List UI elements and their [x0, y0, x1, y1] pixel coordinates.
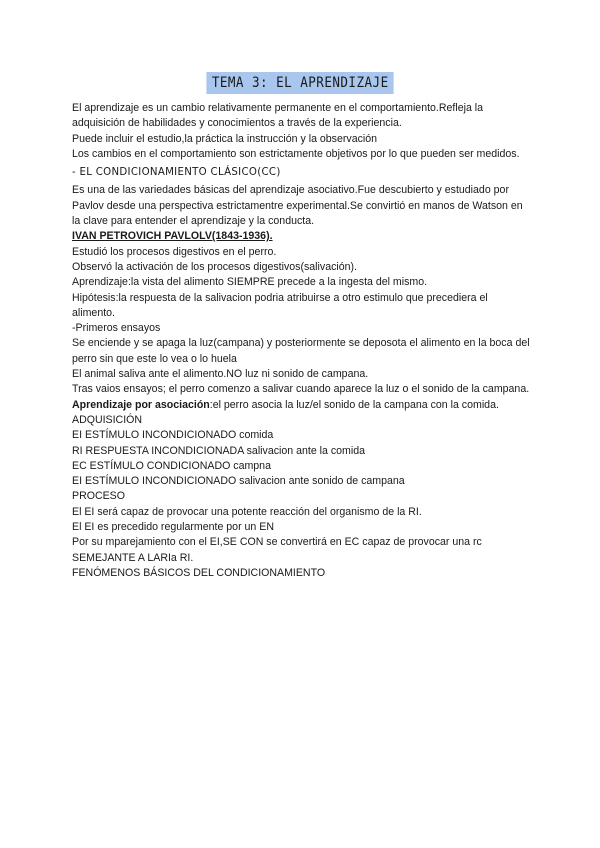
heading-acquisition: ADQUISICIÓN [72, 413, 143, 426]
heading-pavlov: IVAN PETROVICH PAVLOLV(1843-1936). [72, 230, 273, 243]
paragraph-process-3: Por su mparejamiento con el EI,SE CON se convertirá en EC capaz de provocar una rc SEMEJANTE A LARIa RI. [72, 536, 482, 564]
paragraph-animal-salivates: El animal saliva ante el alimento.NO luz ni sonido de campana. [72, 368, 369, 381]
section-heading-cc: - EL CONDICIONAMIENTO CLÁSICO(CC) [72, 167, 281, 179]
paragraph-light-on: Se enciende y se apaga la luz(campana) y posteriormente se deposota el alimento en la boca del perro sin que este lo vea o lo huela [72, 337, 530, 365]
paragraph-digestive: Estudió los procesos digestivos en el perro. [72, 245, 277, 258]
item-ei: EI ESTÍMULO INCONDICIONADO comida [72, 429, 274, 442]
paragraph-definition: El aprendizaje es un cambio relativamente permanente en el comportamiento.Refleja la adquisición de habilidades y conocimientos a través de la experiencia. [72, 102, 484, 130]
document-title: TEMA 3: EL APRENDIZAJE [206, 72, 394, 94]
paragraph-learning: Aprendizaje:la vista del alimento SIEMPRE precede a la ingesta del mismo. [72, 276, 428, 289]
title-container [0, 72, 600, 94]
paragraph-includes: Puede incluir el estudio,la práctica la instrucción y la observación [72, 132, 378, 145]
heading-process: PROCESO [72, 490, 125, 503]
heading-basic-phenomena: FENÓMENOS BÁSICOS DEL CONDICIONAMIENTO [72, 566, 326, 579]
paragraph-changes: Los cambios en el comportamiento son estrictamente objetivos por lo que pueden ser medidos. [72, 147, 520, 160]
paragraph-first-trials: -Primeros ensayos [72, 322, 161, 335]
item-ec: EC ESTÍMULO CONDICIONADO campna [72, 459, 271, 472]
item-ri: RI RESPUESTA INCONDICIONADA salivacion ante la comida [72, 444, 365, 457]
paragraph-association [72, 398, 532, 413]
paragraph-after-trials: Tras vaios ensayos; el perro comenzo a salivar cuando aparece la luz o el sonido de la campana. [72, 383, 530, 396]
paragraph-hypothesis: Hipótesis:la respuesta de la salivacion podria atribuirse a otro estimulo que precediera el alimento. [72, 291, 488, 319]
association-term: Aprendizaje por asociación [72, 398, 210, 411]
paragraph-salivation: Observó la activación de los procesos digestivos(salivación). [72, 260, 357, 273]
item-ei-bell: EI ESTÍMULO INCONDICIONADO salivacion ante sonido de campana [72, 475, 405, 488]
document-body [72, 101, 532, 581]
paragraph-process-2: El EI es precedido regularmente por un EN [72, 521, 274, 534]
association-definition: :el perro asocia la luz/el sonido de la campana con la comida. [209, 398, 499, 411]
paragraph-process-1: El EI será capaz de provocar una potente reacción del organismo de la RI. [72, 505, 422, 518]
paragraph-cc-description: Es una de las variedades básicas del aprendizaje asociativo.Fue descubierto y estudiado por Pavlov desde una perspectiva estrictamentre experimental.Se convirtió en manos de Watson en la clave para entender el aprendizaje y la conducta. [72, 184, 523, 228]
